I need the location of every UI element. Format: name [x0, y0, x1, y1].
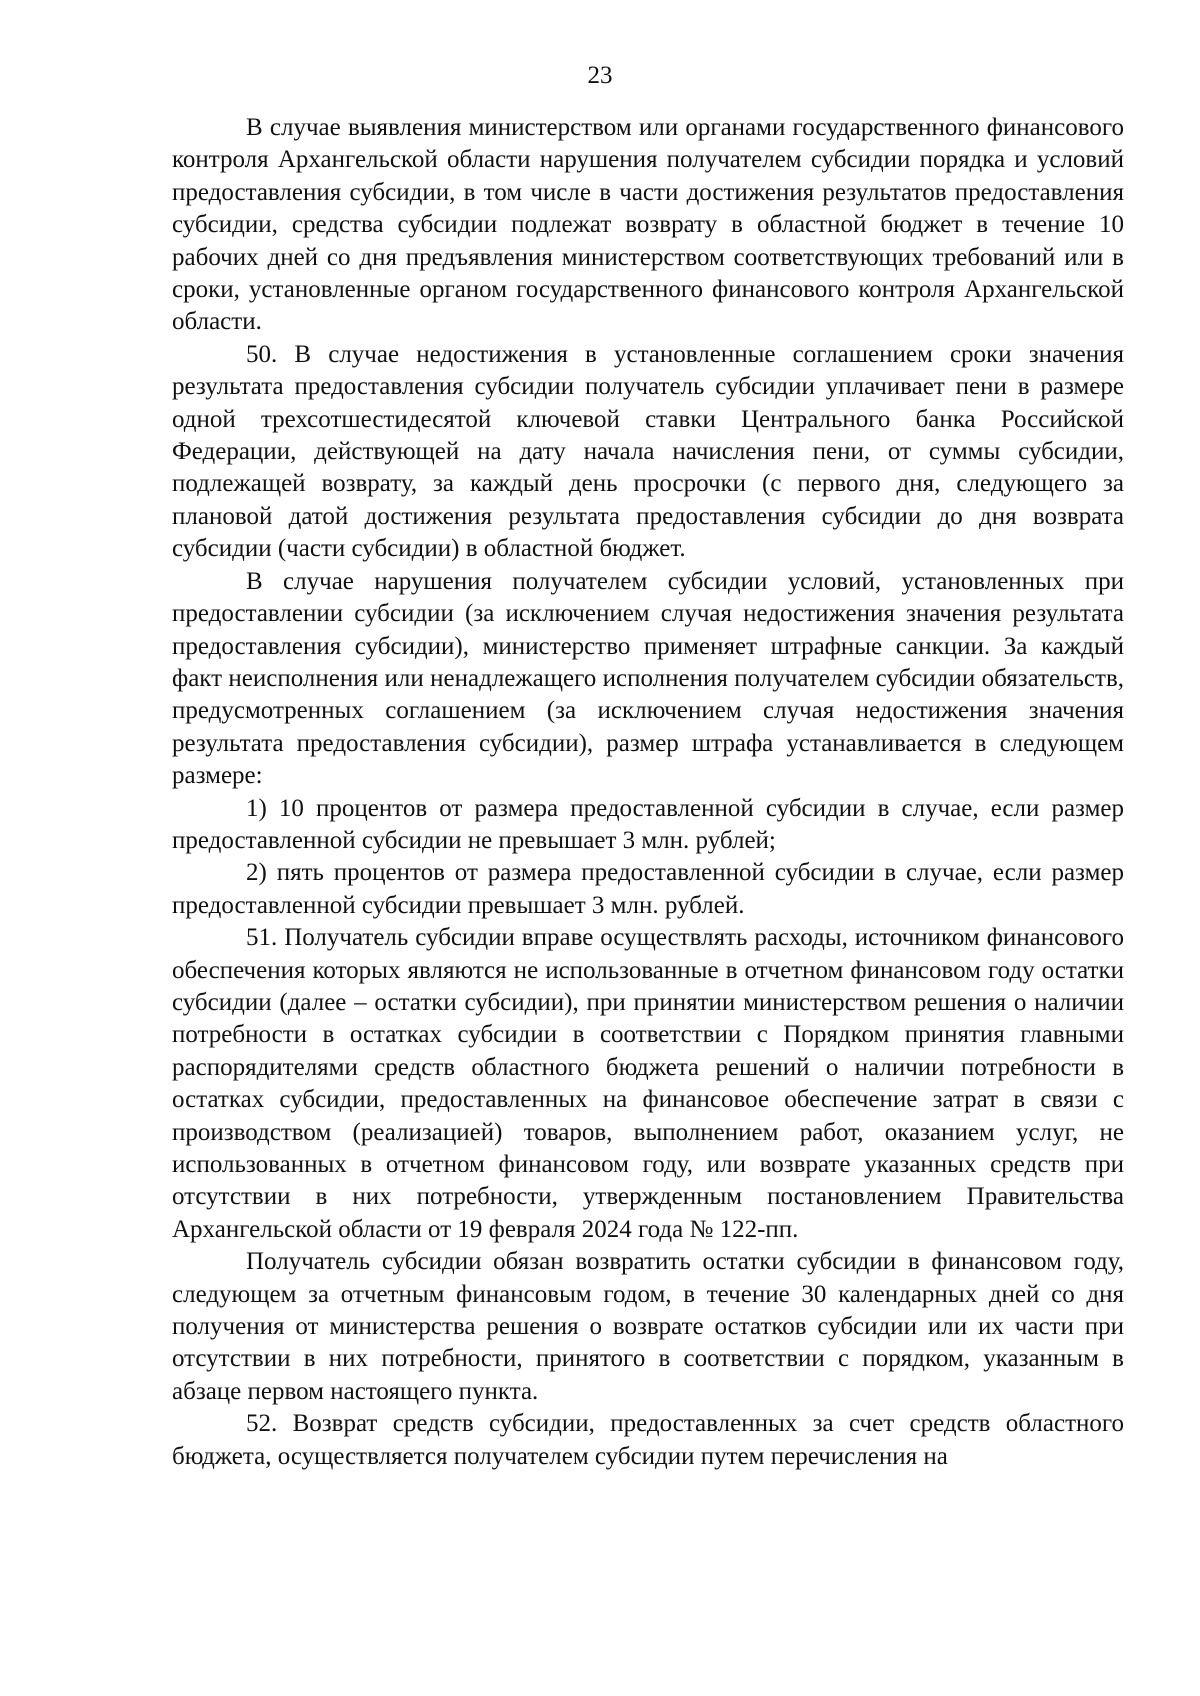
paragraph-51-remaining-funds: 51. Получатель субсидии вправе осуществлять расходы, источником финансового обеспечения которых являются не использованные в отчетном финансовом году остатки субсидии (далее – остатки субсидии), при принятии министерством решения о наличии потребности в остатках субсидии в соответствии с Порядком принятия главными распорядителями средств областного бюджета решений о наличии потребности в остатках субсидии, предоставленных на финансовое обеспечение затрат в связи с производством (реализацией) товаров, выполнением работ, оказанием услуг, не использованных в отчетном финансовом году, или возврате указанных средств при отсутствии в них потребности, утвержденным постановлением Правительства Архангельской области от 19 февраля 2024 года № 122-пп.	[172, 924, 1124, 1243]
paragraph-50-penalty: 50. В случае недостижения в установленные соглашением сроки значения результата предоставления субсидии получатель субсидии уплачивает пени в размере одной трехсотшестидесятой ключевой ставки Центрального банка Российской Федерации, действующей на дату начала начисления пени, от суммы субсидии, подлежащей возврату, за каждый день просрочки (с первого дня, следующего за плановой датой достижения результата предоставления субсидии до дня возврата субсидии (части субсидии) в областной бюджет.	[172, 340, 1124, 563]
paragraph-violation-refund: В случае выявления министерством или органами государственного финансового контроля Архангельской области нарушения получателем субсидии порядка и условий предоставления субсидии, в том числе в части достижения результатов предоставления субсидии, средства субсидии подлежат возврату в областной бюджет в течение 10 рабочих дней со дня предъявления министерством соответствующих требований или в сроки, установленные органом государственного финансового контроля Архангельской области.	[172, 114, 1124, 336]
page-number: 23	[587, 62, 613, 89]
paragraph-fine-item-1: 1) 10 процентов от размера предоставленной субсидии в случае, если размер предоставленной субсидии не превышает 3 млн. рублей;	[172, 794, 1124, 854]
paragraph-fine-sanctions: В случае нарушения получателем субсидии условий, установленных при предоставлении субсидии (за исключением случая недостижения значения результата предоставления субсидии), министерство применяет штрафные санкции. За каждый факт неисполнения или ненадлежащего исполнения получателем субсидии обязательств, предусмотренных соглашением (за исключением случая недостижения значения результата предоставления субсидии), размер штрафа устанавливается в следующем размере:	[172, 567, 1124, 790]
paragraph-fine-item-2: 2) пять процентов от размера предоставленной субсидии в случае, если размер предоставленной субсидии превышает 3 млн. рублей.	[172, 859, 1124, 919]
paragraph-remaining-return: Получатель субсидии обязан возвратить остатки субсидии в финансовом году, следующем за отчетным финансовым годом, в течение 30 календарных дней со дня получения от министерства решения о возврате остатков субсидии или их части при отсутствии в них потребности, принятого в соответствии с порядком, указанным в абзаце первом настоящего пункта.	[172, 1248, 1124, 1405]
paragraph-52-refund: 52. Возврат средств субсидии, предоставленных за счет средств областного бюджета, осуществляется получателем субсидии путем перечисления на	[172, 1410, 1124, 1470]
document-body	[172, 112, 1124, 1473]
